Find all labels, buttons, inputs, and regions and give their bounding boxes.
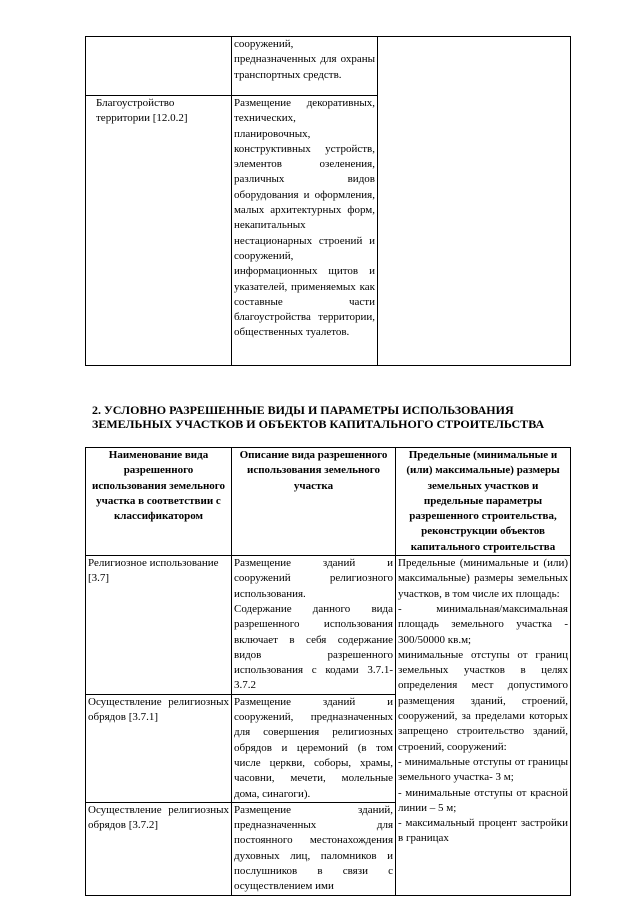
header-use-params: Предельные (минимальные и (или) максимальные) размеры земельных участков и предельные параметры разрешенного строительства, реконструкции объектов капитального строительства bbox=[396, 448, 571, 556]
params-paragraph: - минимальные отступы от границы земельного участка- 3 м; bbox=[398, 755, 568, 784]
use-name-cell: Осуществление религиозных обрядов [3.7.2] bbox=[86, 802, 232, 895]
land-use-table-continued bbox=[85, 36, 571, 366]
table-header-row bbox=[86, 448, 571, 556]
params-paragraph: - минимальные отступы от красной линии – 5 м; bbox=[398, 786, 568, 814]
use-description-cell bbox=[232, 556, 396, 695]
use-description-cell bbox=[232, 694, 396, 802]
params-paragraph: минимальные отступы от границ земельных участков в целях определения мест допустимого размещения зданий, строений, сооружений, за пределами которых запрещено строительство зданий, строений, сооружений: bbox=[398, 648, 568, 753]
header-use-name: Наименование вида разрешенного использования земельного участка в соответствии с классификатором bbox=[86, 448, 232, 556]
section-heading: 2. УСЛОВНО РАЗРЕШЕННЫЕ ВИДЫ И ПАРАМЕТРЫ ИСПОЛЬЗОВАНИЯ ЗЕМЕЛЬНЫХ УЧАСТКОВ И ОБЪЕКТОВ КАПИТАЛЬНОГО СТРОИТЕЛЬСТВА bbox=[92, 403, 545, 431]
description-paragraph: Размещение зданий, предназначенных для постоянного местонахождения духовных лиц, паломников и послушников в связи с осуществлением ими bbox=[234, 803, 393, 893]
description-paragraph: Размещение зданий и сооружений, предназначенных для совершения религиозных обрядов и церемоний (в том числе церкви, соборы, храмы, часовни, мечети, молельные дома, синагоги). bbox=[234, 695, 393, 800]
table-row bbox=[86, 37, 571, 96]
params-paragraph: Предельные (минимальные и (или) максимальные) размеры земельных участков, в том числе их площадь: bbox=[398, 557, 568, 600]
use-name-cell: Религиозное использование [3.7] bbox=[86, 556, 232, 695]
use-params-cell bbox=[378, 37, 571, 366]
use-name-cell: Осуществление религиозных обрядов [3.7.1] bbox=[86, 694, 232, 802]
description-paragraph: Содержание данного вида разрешенного использования включает в себя содержание видов разрешенного использования с кодами 3.7.1-3.7.2 bbox=[234, 602, 393, 692]
use-name-cell: Благоустройство территории [12.0.2] bbox=[86, 96, 232, 366]
use-description-cell: Размещение декоративных, технических, планировочных, конструктивных устройств, элементов озеленения, различных видов оборудования и оформления, малых архитектурных форм, некапитальных нестационарных строений и сооружений, информационных щитов и указателей, применяемых как составные части благоустройства территории, общественных туалетов. bbox=[232, 96, 378, 366]
use-name-cell bbox=[86, 37, 232, 96]
use-description-cell bbox=[232, 802, 396, 895]
params-paragraph: - максимальный процент застройки в границах bbox=[398, 817, 568, 845]
conditional-use-table bbox=[85, 447, 571, 896]
use-description-cell: сооружений, предназначенных для охраны транспортных средств. bbox=[232, 37, 378, 96]
use-params-cell bbox=[396, 556, 571, 896]
header-use-description: Описание вида разрешенного использования земельного участка bbox=[232, 448, 396, 556]
description-paragraph: Размещение зданий и сооружений религиозного использования. bbox=[234, 557, 393, 600]
table-row bbox=[86, 556, 571, 695]
params-paragraph: - минимальная/максимальная площадь земельного участка - 300/50000 кв.м; bbox=[398, 602, 568, 646]
